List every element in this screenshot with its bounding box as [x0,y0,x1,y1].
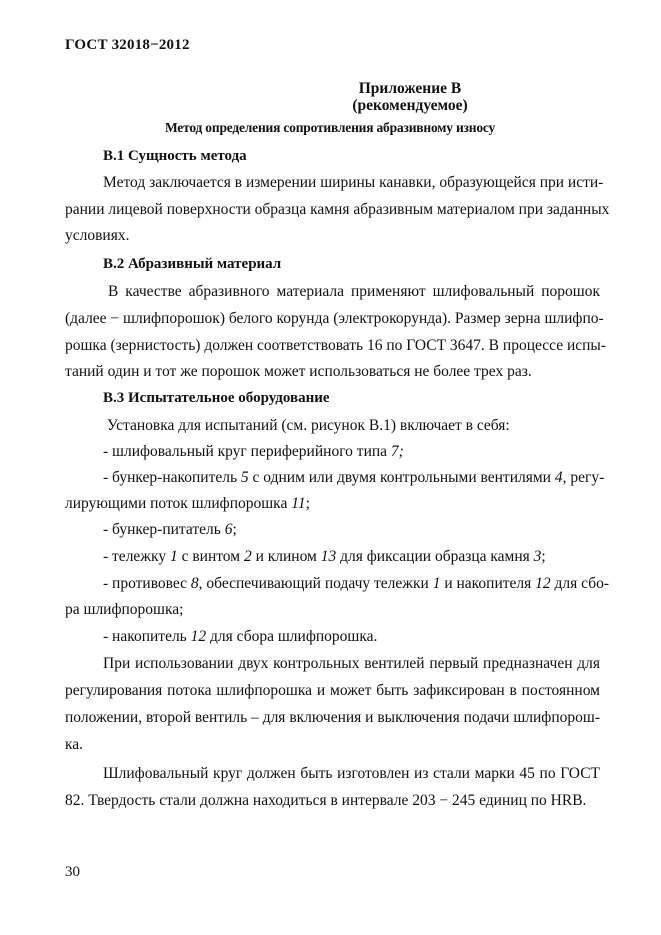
paragraph-line: регулирования потока шлифпорошка и может быть зафиксирован в постоянном [65,682,600,699]
method-title: Метод определения сопротивления абразивному износу [164,120,496,135]
equipment-item: - шлифовальный круг периферийного типа 7; [103,443,404,460]
equipment-item: - противовес 8, обеспечивающий подачу тележки 1 и накопителя 12 для сбо- [103,575,610,592]
section-b3-title: В.3 Испытательное оборудование [103,390,330,406]
paragraph-line: ка. [65,736,84,753]
annex-title: Приложение В [358,80,462,97]
section-b2-line: рошка (зернистость) должен соответствовать 16 по ГОСТ 3647. В процессе испы- [65,337,607,354]
section-b2-title: В.2 Абразивный материал [103,256,282,272]
equipment-item-continuation: ра шлифпорошка; [65,601,184,618]
paragraph-line: положении, второй вентиль – для включения и выключения подачи шлифпорош- [65,709,600,726]
paragraph-line: Шлифовальный круг должен быть изготовлен из стали марки 45 по ГОСТ [103,765,600,782]
section-b2-line: (далее − шлифпорошок) белого корунда (электрокорунда). Размер зерна шлифпо- [65,310,604,327]
equipment-item: - накопитель 12 для сбора шлифпорошка. [103,628,378,645]
equipment-item: - бункер-питатель 6; [103,521,237,538]
paragraph-line: 82. Твердость стали должна находиться в интервале 203 − 245 единиц по HRB. [65,792,587,809]
section-b2-line: таний один и тот же порошок может использоваться не более трех раз. [65,363,532,380]
section-b1-title: В.1 Сущность метода [103,148,247,164]
paragraph-line: При использовании двух контрольных вентилей первый предназначен для [103,655,600,672]
equipment-item-continuation: лирующими поток шлифпорошка 11; [65,495,310,512]
section-b1-line: рании лицевой поверхности образца камня абразивным материалом при заданных [65,201,610,218]
section-b2-line: В качестве абразивного материала применяют шлифовальный порошок [108,283,600,300]
equipment-item: - тележку 1 с винтом 2 и клином 13 для фиксации образца камня 3; [103,548,546,565]
section-b1-line: Метод заключается в измерении ширины канавки, образующейся при исти- [103,174,604,191]
document-header: ГОСТ 32018−2012 [65,37,190,53]
section-b1-line: условиях. [65,227,130,244]
annex-status: (рекомендуемое) [352,97,468,114]
page-number: 30 [65,864,80,880]
equipment-item: - бункер-накопитель 5 с одним или двумя контрольными вентилями 4, регу- [103,469,605,486]
section-b3-intro: Установка для испытаний (см. рисунок В.1) включает в себя: [107,417,510,434]
